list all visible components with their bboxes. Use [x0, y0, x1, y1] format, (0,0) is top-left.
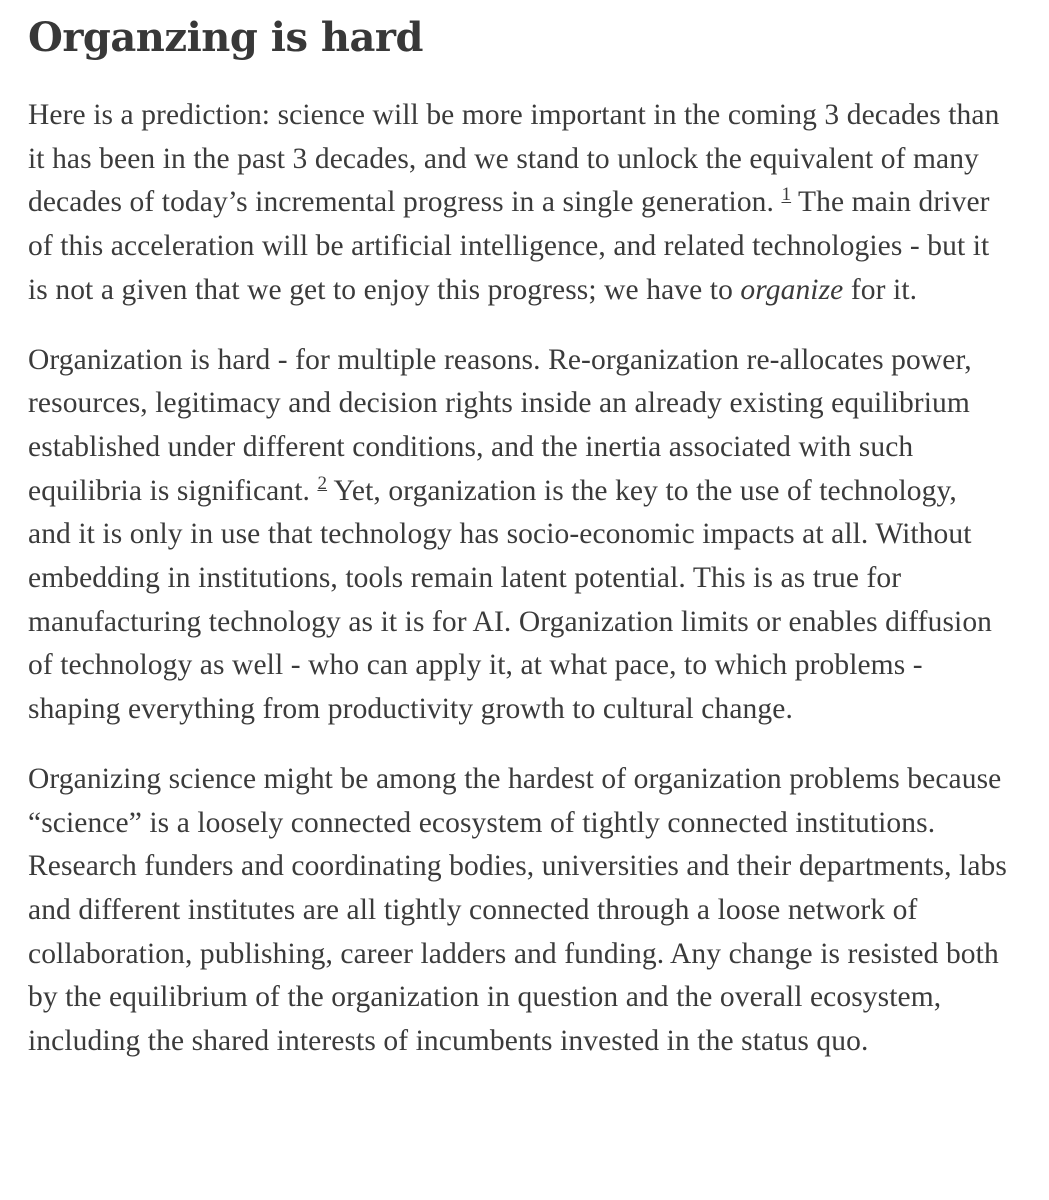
paragraph-2: [28, 339, 1007, 732]
paragraph-2-text-b: Yet, organization is the key to the use of technology, and it is only in use that technology has socio-economic impacts at all. Without embedding in institutions, tools remain latent potential. This is as true for manufacturing technology as it is for AI. Organization limits or enables diffusion of technology as well - who can apply it, at what pace, to which problems - shaping everything from productivity growth to cultural change.: [28, 474, 993, 726]
article-title: Organzing is hard: [28, 14, 423, 61]
paragraph-3: Organizing science might be among the hardest of organization problems because “science” is a loosely connected ecosystem of tightly connected institutions. Research funders and coordinating bodies, universities and their departments, labs and different institutes are all tightly connected through a loose network of collaboration, publishing, career ladders and funding. Any change is resisted both by the equilibrium of the organization in question and the overall ecosystem, including the shared interests of incumbents invested in the status quo.: [28, 762, 1007, 1058]
paragraph-1-emphasis: organize: [740, 273, 844, 306]
paragraph-1-text-b: The main driver of this acceleration will be artificial intelligence, and related technologies - but it is not a given that we get to enjoy this progress; we have to: [28, 186, 990, 306]
footnote-link-1[interactable]: 1: [781, 184, 792, 206]
paragraph-1-text-a: Here is a prediction: science will be more important in the coming 3 decades than it has been in the past 3 decades, and we stand to unlock the equivalent of many decades of today’s incremental progress in a single generation.: [28, 99, 1000, 219]
paragraph-1-text-c: for it.: [843, 273, 918, 306]
paragraph-1: [28, 94, 1007, 313]
footnote-link-2[interactable]: 2: [317, 472, 328, 494]
paragraph-2-text-a: Organization is hard - for multiple reasons. Re-organization re-allocates power, resources, legitimacy and decision rights inside an already existing equilibrium established under different conditions, and the inertia associated with such equilibria is significant.: [28, 343, 972, 507]
